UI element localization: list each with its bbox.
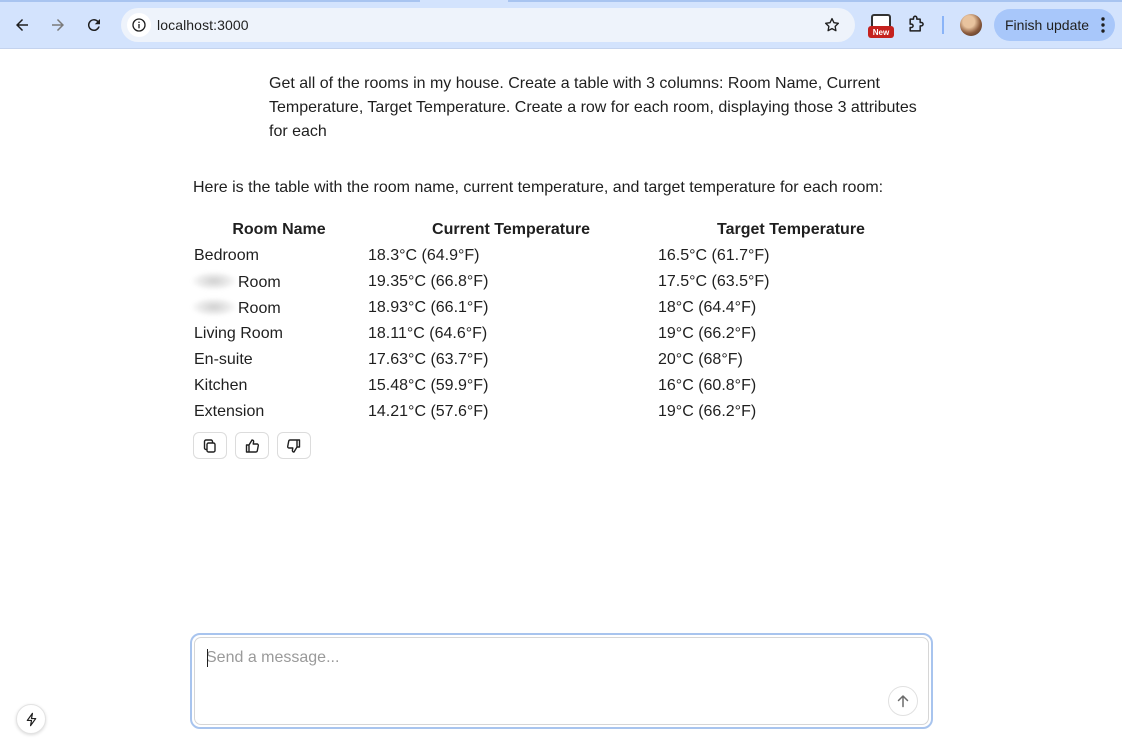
table-row: [192, 399, 926, 425]
arrow-left-icon: [13, 16, 31, 34]
target-temp-cell: 19°C (66.2°F): [658, 325, 757, 342]
lightning-bolt-icon: [24, 712, 39, 727]
browser-toolbar: [0, 0, 1122, 49]
rooms-temperature-table: [192, 217, 926, 425]
target-temp-cell: 17.5°C (63.5°F): [658, 273, 770, 290]
back-button[interactable]: [8, 11, 36, 39]
copy-icon: [202, 438, 218, 454]
message-composer[interactable]: [190, 633, 933, 729]
tab-strip-inactive: [508, 0, 1122, 2]
current-temp-cell: 19.35°C (66.8°F): [368, 273, 489, 290]
redacted-text: [192, 298, 236, 316]
target-temp-cell: 19°C (66.2°F): [658, 403, 757, 420]
current-temp-cell: 18.11°C (64.6°F): [368, 325, 488, 342]
table-row: [192, 373, 926, 399]
header-target-temperature: Target Temperature: [717, 221, 865, 238]
user-message: Get all of the rooms in my house. Create a table with 3 columns: Room Name, Current Temperature, Target Temperature. Create a row for each room, displaying those 3 attributes for each: [269, 75, 917, 140]
reload-button[interactable]: [80, 11, 108, 39]
finish-update-label: Finish update: [1005, 17, 1090, 33]
bookmark-star-icon[interactable]: [823, 16, 841, 34]
room-name-text: Room: [238, 274, 281, 291]
quick-actions-button[interactable]: [16, 704, 46, 734]
thumbs-up-button[interactable]: [235, 432, 269, 459]
url-text[interactable]: localhost:3000: [157, 17, 249, 33]
redacted-text: [192, 272, 236, 290]
table-row: [192, 347, 926, 373]
room-name-cell: Kitchen: [194, 377, 248, 394]
target-temp-cell: 18°C (64.4°F): [658, 299, 757, 316]
current-temp-cell: 14.21°C (57.6°F): [368, 403, 489, 420]
current-temp-cell: 18.3°C (64.9°F): [368, 247, 480, 264]
header-current-temperature: Current Temperature: [432, 221, 590, 238]
tab-strip-active: [0, 0, 420, 2]
text-caret: [207, 649, 208, 667]
table-row: [192, 269, 926, 295]
table-header-row: [192, 217, 926, 243]
reload-icon: [85, 16, 103, 34]
current-temp-cell: 17.63°C (63.7°F): [368, 351, 489, 368]
extension-new-button[interactable]: [868, 13, 894, 39]
target-temp-cell: 20°C (68°F): [658, 351, 743, 368]
table-row: [192, 295, 926, 321]
send-button[interactable]: [888, 686, 918, 716]
profile-avatar[interactable]: [960, 14, 982, 36]
info-icon: [131, 17, 147, 33]
finish-update-button[interactable]: [994, 9, 1115, 41]
room-name-cell: Bedroom: [194, 247, 259, 264]
arrow-up-icon: [895, 693, 911, 709]
current-temp-cell: 18.93°C (66.1°F): [368, 299, 489, 316]
header-room-name: Room Name: [232, 221, 326, 238]
address-bar[interactable]: [121, 8, 855, 42]
current-temp-cell: 15.48°C (59.9°F): [368, 377, 489, 394]
copy-button[interactable]: [193, 432, 227, 459]
site-info-icon[interactable]: [127, 13, 151, 37]
room-name-text: Room: [238, 300, 281, 317]
thumbs-down-button[interactable]: [277, 432, 311, 459]
forward-button[interactable]: [44, 11, 72, 39]
room-name-cell: En-suite: [194, 351, 253, 368]
new-badge: New: [868, 26, 894, 38]
thumbs-up-icon: [244, 438, 260, 454]
toolbar-separator: [942, 16, 944, 34]
assistant-message-intro: Here is the table with the room name, current temperature, and target temperature for each room:: [193, 179, 884, 196]
arrow-right-icon: [49, 16, 67, 34]
thumbs-down-icon: [286, 438, 302, 454]
room-name-cell: [192, 269, 366, 295]
room-name-cell: Extension: [194, 403, 265, 420]
table-row: [192, 321, 926, 347]
extensions-puzzle-icon[interactable]: [906, 15, 926, 35]
kebab-menu-icon: [1101, 17, 1105, 33]
target-temp-cell: 16°C (60.8°F): [658, 377, 757, 394]
room-name-cell: [192, 295, 366, 321]
message-input[interactable]: [206, 647, 866, 669]
target-temp-cell: 16.5°C (61.7°F): [658, 247, 770, 264]
room-name-cell: Living Room: [194, 325, 283, 342]
table-row: [192, 243, 926, 269]
